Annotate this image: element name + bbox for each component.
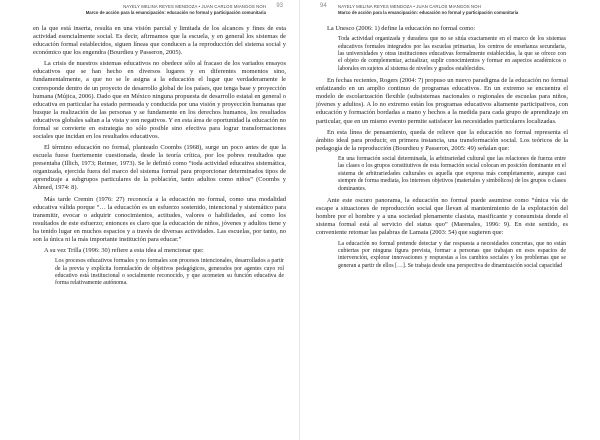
left-running-head — [86, 4, 266, 15]
right-page-body — [316, 25, 568, 270]
left-page-body — [33, 25, 286, 288]
paragraph: La Unesco (2006: 1) define la educación no formal como: — [327, 25, 476, 32]
paragraph: A su vez Trilla (1996: 30) refiere a esta idea al mencionar que: — [44, 246, 204, 254]
block-quote: Toda actividad organizada y duradera que no se sitúa exactamente en el marco de los sistemas educativos formales integrados por las escuelas primarias, los centros de enseñanza secundaria, las universidades y otras instituciones educativas formalmente establecidas, la que se ofrece con el objeto de complementar, actualizar, suplir conocimientos y formar en aspectos académicos o laborales en sujetos al sistema de niveles y grados establecidos. — [338, 36, 566, 72]
right-page-header — [316, 3, 568, 25]
left-header-subtitle: Marco de acción para la emancipación: educación no formal y participación comunitaria — [85, 9, 266, 15]
left-page-number: 93 — [276, 3, 283, 9]
right-running-head — [338, 4, 518, 15]
block-quote: En una formación social determinada, la arbitrariedad cultural que las relaciones de fuerza entre las clases o los grupos constitutivos de esta formación social colocan en posición dominante en el sistema de arbitrariedades culturales es aquella que expresa más completamente, aunque casi siempre de forma mediata, los intereses objetivos (materiales y simbólicos) de los grupos o clases dominantes. — [338, 156, 566, 192]
right-header-subtitle: Marco de acción para la emancipación: educación no formal y participación comunitaria — [338, 9, 519, 15]
block-quote: La educación no formal pretende detectar y dar respuesta a necesidades concretas, que no están cubiertas por ninguna figura prevista, formar a personas que trabajan en esos espacios de intervención, explorar innovaciones y respuestas a los cambios sociales y los problemas que se generan a partir de ellos […]. Se trabaja desde una perspectiva de dinamización social capacidad — [338, 240, 566, 269]
paragraph: Ante este oscuro panorama, la educación no formal puede asumirse como “única vía de escape a situaciones de reproducción social que llevan al mantenimiento de la explotación del hombre por el hombre y a una sociedad plenamente clasista, masificante y consumista donde el sistema formal está al servicio del status quo” (Marenales, 1996: 9). En este sentido, es conveniente retomar las palabras de Lamata (2003: 54) que sugieren que: — [316, 197, 568, 237]
paragraph: en la que está inserta, resulta en una visión parcial y limitada de los alcances y fines de esta actividad esencialmente social. Es decir, afirmamos que la escuela, y en general los sistemas de educación formal establecidos, siguen líneas que conducen a la reproducción del sistema social y económico que los engendra (Bourdieu y Passeron, 2005). — [33, 25, 286, 57]
paragraph: La crisis de nuestros sistemas educativos no obedece sólo al fracaso de los variados ensayos educativos que se han hecho en diversos lugares y en diferentes momentos sino, fundamentalmente, a que no se le asigna a la educación el lugar que verdaderamente le corresponde dentro de un proyecto de desarrollo global de los países, que tenga base y proyección humana (Mújica, 2006). Dado que en México ninguna propuesta de desarrollo estatal en general o educativa en particular ha estado permeada y conducida por una visión y proyección humanas que busque la realización de las personas y se fundamente en los derechos humanos, los resultados educativos globales saltan a la vista y son negativos. Y en esta área de oportunidad la educación no formal se convierte en estrategia no sólo posible sino efectiva para lograr transformaciones sociales que incidan en los resultados educativos. — [33, 60, 286, 140]
right-page-number: 94 — [320, 3, 327, 9]
left-header-authors: NAYELY MELINA REYES MENDOZA • JUAN CARLOS MIANGOS NOH — [123, 4, 266, 9]
paragraph: El término educación no formal, planteado Coombs (1968), surge un poco antes de que la escuela fuese fuertemente cuestionada, desde la teoría crítica, por los pobres resultados que presentaba (Illich, 1973; Reimer, 1973). Se le definió como “toda actividad educativa sistemática, organizada, ejercida fuera del marco del sistema formal para proporcionar determinados tipos de aprendizaje a subgrupos particulares de la población, tanto adultos como niños” (Coombs y Ahmed, 1974: 8). — [33, 144, 286, 192]
paragraph: En esta línea de pensamiento, queda de relieve que la educación no formal representa el ámbito ideal para producir, en primera instancia, una transformación social. Los teóricos de la pedagogía de la reproducción (Bourdieu y Passeron, 2005: 49) señalan que: — [316, 128, 568, 152]
right-header-authors: NAYELY MELINA REYES MENDOZA • JUAN CARLOS MIANGOS NOH — [338, 4, 481, 9]
paragraph: En fechas recientes, Rogers (2004: 7) propuso un nuevo paradigma de la educación no formal enfatizando en un amplio continuo de programas educativos. En un extremo se encuentra el modelo de escolarización flexible (subsistemas nacionales o regionales de escuelas para niños, jóvenes y adultos). A lo no extremo están los programas educativos altamente participativos, con educación y formación bordadas a mano y hechos a la medida para cada grupo de aprendizaje en particular, que en un mismo evento permite satisfacer las necesidades particulares localizadas. — [316, 77, 568, 125]
left-page-header — [33, 3, 286, 25]
right-page — [300, 0, 600, 440]
block-quote: Los procesos educativos formales y no formales son procesos intencionales, desarrollados a partir de la previa y explícita formulación de objetivos pedagógicos, generados por agentes cuyo rol educativo está institucional o socialmente reconocido, y que acometen su función educativa de forma relativamente autónoma. — [55, 258, 284, 287]
paragraph: Más tarde Cremin (1976: 27) reconocía a la educación no formal, como una modalidad educativa válida porque “… la educación es un esfuerzo sostenido, intencional y sistemático para transmitir, evocar o adquirir conocimientos, actitudes, valores o habilidades, así como los resultados de este esfuerzo; entonces es claro que la educación de niños, jóvenes y adultos tiene y ha tenido lugar en muchos espacios y a través de diversas actividades. Las escuelas, por tanto, no son la única ni la más importante institución para educar.” — [33, 195, 286, 243]
